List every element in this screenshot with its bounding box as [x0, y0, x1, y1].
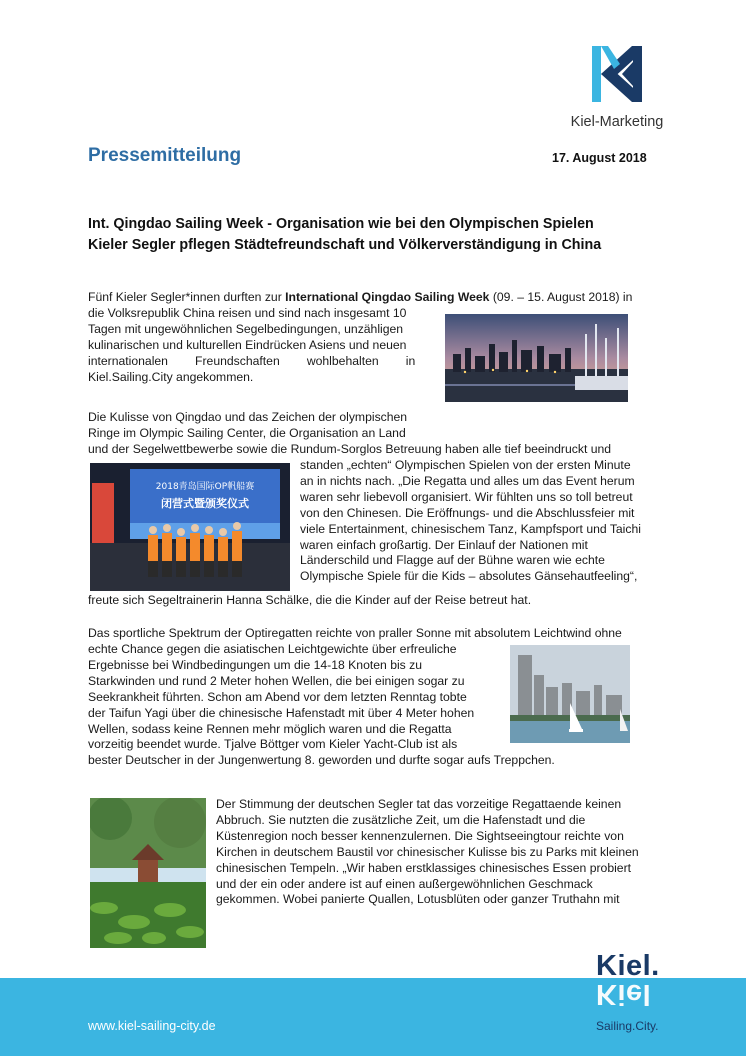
- headline-line-1: Int. Qingdao Sailing Week - Organisation wie bei den Olympischen Spielen: [88, 216, 594, 232]
- k-logo-icon: [592, 46, 642, 102]
- kiel-marketing-logo: [560, 46, 680, 134]
- ceremony-banner-line-1: 2018青岛国际OP帆船赛: [155, 482, 255, 492]
- headline: [88, 214, 648, 256]
- headline-line-2: Kieler Segler pflegen Städtefreundschaft und Völkerverständigung in China: [88, 237, 602, 253]
- kiel-sailing-city-logo: [596, 950, 676, 1040]
- release-date: 17. August 2018: [552, 151, 647, 165]
- paragraph-4: Der Stimmung der deutschen Segler tat das vorzeitige Regattaende keinen Abbruch. Sie nutzten die zusätzliche Zeit, um die Hafenstadt und die Küstenregion noch besser kennenzulernen. Die Sightseeingtour reichte von Kirchen in deutschem Baustil vor chinesischer Kulisse bis zu Parks mit kleinen chinesischen Tempeln. „Wir haben erstklassiges chinesisches Essen probiert und der ein oder andere ist auf einen außergewöhnlichen Geschmack gekommen. Wobei panierte Quallen, Lotusblüten oder ganzer Truthahn mit: [216, 797, 639, 907]
- kiel-wordmark: Kiel.: [596, 950, 660, 982]
- paragraph-1-intro: Fünf Kieler Segler*innen durften zur International Qingdao Sailing Week (09. – 15. August 2018) in: [88, 290, 633, 304]
- press-release-label: Pressemitteilung: [88, 145, 242, 166]
- brand-name: Kiel-Marketing: [570, 114, 664, 130]
- paragraph-2-right: standen „echten“ Olympischen Spielen von der ersten Minute an in nichts nach. „Die Regatta und alles um das Event herum waren sehr liebevoll organisiert. Wir fühlten uns so toll betreut von den Chinesen. Die Eröffnungs- und die Abschlussfeier mit viele Entertainment, chinesischem Tanz, Kampfsport und Taichi waren einfach großartig. Der Einlauf der Nationen mit Länderschild und Flagge auf der Bühne waren wie echte Olympische Spiele für die Kids – absolutes Gänsehautfeeling“,: [300, 458, 641, 584]
- closing-ceremony-photo: [90, 463, 290, 591]
- website-link[interactable]: www.kiel-sailing-city.de: [88, 1019, 216, 1033]
- paragraph-3-body: echte Chance gegen die asiatischen Leichtgewichte über erfreuliche Ergebnisse bei Windbedingungen um die 14-18 Knoten bis zu Starkwinden und rund 2 Meter hohen Wellen, die bei einigen sogar zu Seekrankheit führten. Schon am Abend vor dem letzten Renntag tobte der Taifun Yagi über die chinesische Hafenstadt mit über 4 Meter hohen Wellen, sodass keine Rennen mehr möglich waren und die Regatta vorzeitig beendet wurde. Tjalve Böttger vom Kieler Yacht-Club ist als: [88, 642, 475, 752]
- paragraph-3-top: Das sportliche Spektrum der Optiregatten reichte von praller Sonne mit absolutem Leichtwind ohne: [88, 626, 622, 640]
- sailing-city-tagline: Sailing.City.: [596, 1019, 659, 1033]
- paragraph-2-wide: und der Segelwettbewerbe sowie die Rundum-Sorglos Betreuung haben alle tief beeindruckt und: [88, 442, 612, 456]
- paragraph-2-bottom: freute sich Segeltrainerin Hanna Schälke, die die Kinder auf der Reise betreut hat.: [88, 593, 532, 607]
- ceremony-banner-line-2: 闭营式暨颁奖仪式: [161, 497, 249, 510]
- event-name: International Qingdao Sailing Week: [285, 290, 490, 304]
- paragraph-3-bottom: bester Deutscher in der Jungenwertung 8. geworden und durfte sogar aufs Treppchen.: [88, 753, 555, 767]
- kiel-wordmark-mirror: Kiel: [596, 978, 652, 1010]
- qingdao-skyline-photo: [445, 314, 628, 402]
- harbour-sailboats-photo: [510, 645, 630, 743]
- paragraph-1-body: die Volksrepublik China reisen und sind nach insgesamt 10 Tagen mit ungewöhnlichen Segelbedingungen, unzähligen kulinarischen und kulturellen Eindrücken Asiens und neuen internationalen Freundschaften wohlbehalten in Kiel.Sailing.City angekommen.: [88, 306, 416, 384]
- temple-park-photo: [90, 798, 206, 948]
- paragraph-2-top: Die Kulisse von Qingdao und das Zeichen der olympischen Ringe im Olympic Sailing Center, die Organisation an Land: [88, 410, 408, 440]
